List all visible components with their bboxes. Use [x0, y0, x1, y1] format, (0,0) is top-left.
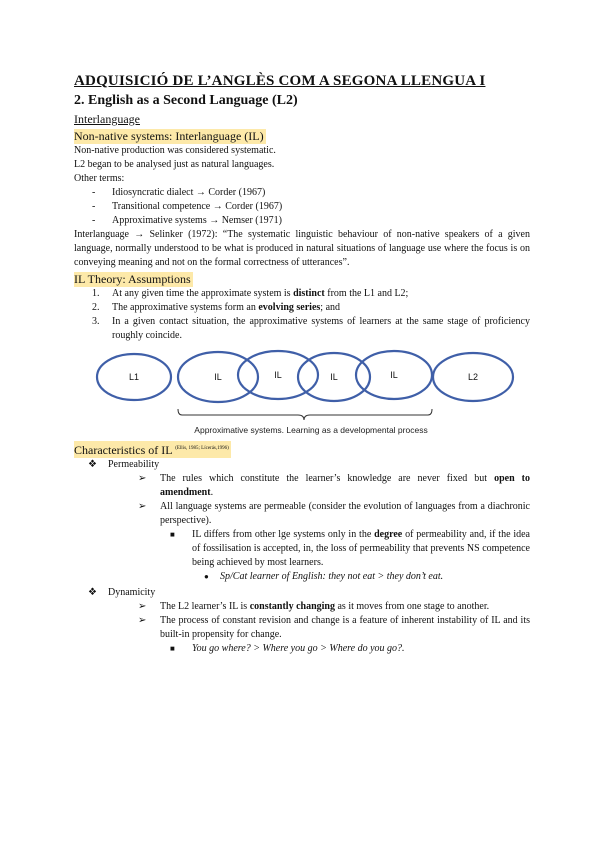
brace [178, 409, 432, 420]
other-terms-label: Other terms: [74, 173, 125, 184]
label-il-4: IL [390, 370, 398, 380]
document-page [74, 72, 530, 656]
label-l1: L1 [128, 372, 140, 382]
interlanguage-definition: Interlanguage → Selinker (1972): “The systematic linguistic behaviour of non-native speakers of a given language, normally understood to be what is produced in natural situations of language use where the focus is on conveying meaning and not on the formal correctness of utterances”. [74, 229, 530, 268]
list-item: - Idiosyncratic dialect → Corder (1967) [92, 187, 266, 198]
nonnative-line-2: L2 began to be analysed just as natural languages. [74, 159, 275, 170]
subheading-interlanguage: Interlanguage [74, 112, 140, 126]
permeability-point-3: ■ IL differs from other lge systems only in the degree of permeability and, if the idea of fossilisation is accepted, in, the loss of permeability that prevents NS competence being achieved by most learners. [170, 529, 530, 568]
list-item: 3. In a given contact situation, the approximative systems of learners at the same stage of proficiency roughly coincide. [92, 316, 530, 341]
list-item: 1. At any given time the approximate system is distinct from the L1 and L2; [92, 288, 409, 299]
list-item: - Transitional competence → Corder (1967) [92, 201, 283, 212]
label-il-3: IL [330, 372, 338, 382]
label-il-2: IL [274, 370, 282, 380]
permeability-point-1: ➢ The rules which constitute the learner’s knowledge are never fixed but open to amendment. [138, 473, 530, 498]
section-heading: 2. English as a Second Language (L2) [74, 93, 298, 108]
nonnative-heading: Non-native systems: Interlanguage (IL) [74, 129, 264, 143]
terms-list [74, 186, 530, 228]
dynamicity-item: ❖ Dynamicity [88, 587, 156, 598]
dynamicity-example: ■ You go where? > Where you go > Where do you go?. [170, 643, 405, 654]
document-title: ADQUISICIÓ DE L’ANGLÈS COM A SEGONA LLENGUA I [74, 73, 486, 89]
diagram-caption: Approximative systems. Learning as a developmental process [194, 425, 428, 435]
label-l2: L2 [467, 372, 479, 382]
approximative-systems-diagram [74, 349, 530, 437]
nonnative-line-1: Non-native production was considered systematic. [74, 145, 276, 156]
list-item: 2. The approximative systems form an evolving series; and [92, 302, 341, 313]
dynamicity-point-1: ➢ The L2 learner’s IL is constantly changing as it moves from one stage to another. [138, 601, 490, 612]
permeability-example: ● Sp/Cat learner of English: they not eat > they don’t eat. [204, 571, 444, 582]
permeability-item: ❖ Permeability [88, 459, 160, 470]
assumptions-list [74, 287, 530, 343]
theory-heading: IL Theory: Assumptions [74, 272, 191, 286]
permeability-point-2: ➢ All language systems are permeable (consider the evolution of languages from a diachronic perspective). [138, 501, 530, 526]
label-il-1: IL [214, 372, 222, 382]
list-item: - Approximative systems → Nemser (1971) [92, 215, 282, 226]
dynamicity-point-2: ➢ The process of constant revision and change is a feature of inherent instability of IL and its built-in propensity for change. [138, 615, 530, 640]
characteristics-heading: Characteristics of IL $^{(Ellis, 1985; Lícerás,1996)}$ [74, 443, 229, 457]
